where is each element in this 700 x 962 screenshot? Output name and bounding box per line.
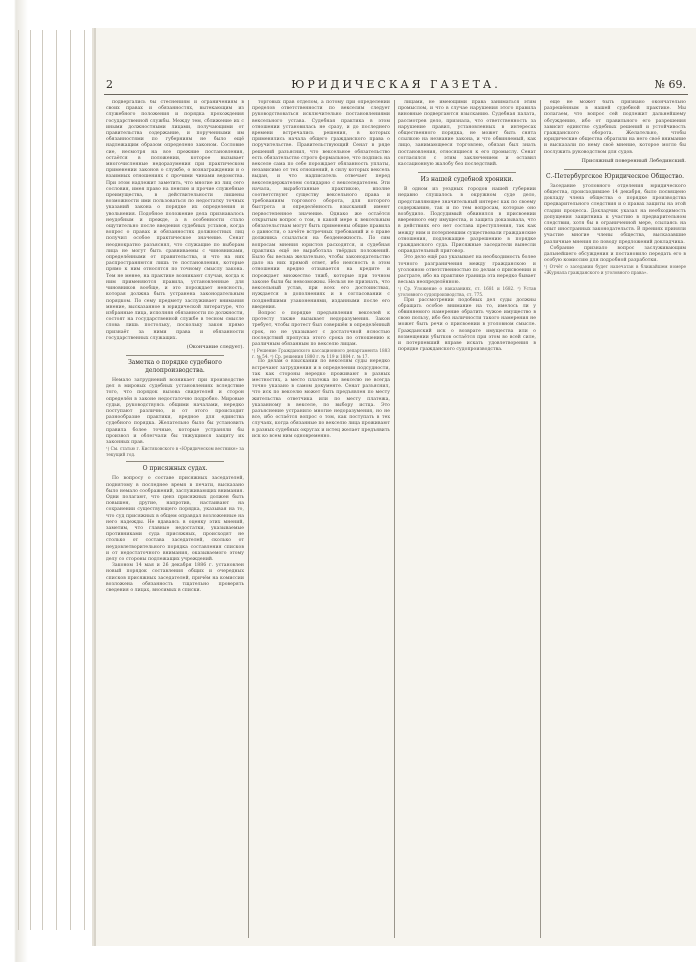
column-4 bbox=[544, 100, 686, 938]
article-heading: О присяжных судах. bbox=[142, 465, 208, 473]
column-divider bbox=[248, 100, 249, 938]
article-paragraph: Собрание признало вопрос заслуживающим дальнейшего обсуждения и постановило передать его в особую комиссию для подробной разработки. bbox=[544, 245, 686, 264]
footnote: ¹) Ср. Уложение о наказаниях, ст. 1681 и 1682. ²) Устав уголовного судопроизводства, ст. 775. bbox=[398, 286, 536, 298]
footnote: ¹) Отчёт о заседании будет напечатан в ближайшем номере «Журнала гражданского и уголовного права». bbox=[544, 264, 686, 276]
issue-number: № 69. bbox=[654, 78, 686, 91]
binding-edge bbox=[30, 30, 31, 930]
section-rule bbox=[564, 169, 666, 170]
article-paragraph: Это дело ещё раз указывает на необходимость более точного разграничения между гражданскою и уголовною ответственностью по делам о присвоении и растрате, ибо на практике граница эта нередко бывает весьма неопределённою. bbox=[398, 255, 536, 286]
column-2 bbox=[252, 100, 390, 938]
column-1 bbox=[106, 100, 244, 938]
article-paragraph: В одном из уездных городов нашей губернии недавно слушалось в окружном суде дело, представляющее значительный интерес как по своему содержанию, так и по тем вопросам, которые оно возбудило. Подсудимый обвинялся в присвоении вверенного ему имущества, и защита доказывала, что в действиях его нет состава преступления, так как между ним и потерпевшим существовали гражданские отношения, подлежащие разрешению в порядке гражданского суда. Присяжные заседатели вынесли оправдательный приговор. bbox=[398, 187, 536, 255]
column-3 bbox=[398, 100, 536, 938]
article-paragraph: ещё не может быть признано окончательно разрешённым в нашей судебной практике. Мы полагаем, что вопрос сей подлежит дальнейшему обсуждению, ибо от правильного его разрешения зависит единство судебных решений и устойчивость гражданского оборота. Желательно, чтобы юридические общества обратили на него своё внимание и высказали по нему своё мнение, которое могло бы послужить руководством для судов. bbox=[544, 100, 686, 155]
section-rule bbox=[126, 355, 224, 356]
article-paragraph: При рассмотрении подобных дел суды должны обращать особое внимание на то, имелось ли у обвиняемого намерение обратить чужое имущество в свою пользу, ибо без наличности такого намерения не может быть речи о присвоении в уголовном смысле. Гражданский иск о возврате имущества или о возмещении убытков остаётся при этом во всей силе, и потерпевший вправе искать удовлетворения в порядке гражданского судопроизводства. bbox=[398, 297, 536, 353]
newspaper-page bbox=[96, 28, 696, 946]
binding-edge bbox=[70, 30, 71, 930]
article-paragraph: лицами, не имеющими права заниматься этим промыслом, и что в случае нарушения этого правила виновные подвергаются взысканию. Судебная палата, рассмотрев дело, признала, что ответственность за нарушение правил, установленных в интересах общественного порядка, не может быть снята ссылкою на незнание закона, и что обвиняемый, как лицо, занимающееся торговлею, обязан был знать постановления, относящиеся к его промыслу. Сенат согласился с этим заключением и оставил кассационную жалобу без последствий. bbox=[398, 100, 536, 168]
footnote: ¹) Решение Гражданского кассационного департамента 1883 г. № 54. ²) Ср. решения 1880 г. № 119 и 1884 г. № 17. bbox=[252, 348, 390, 359]
article-paragraph: торговых прав отделом, а потому при определении пределов ответственности по векселям следует руководствоваться исключительно постановлениями вексельного устава. Судебная практика в этом отношении установилась не сразу, и до последнего времени встречались решения, в которых применялись начала общего гражданского права о поручительстве. Правительствующий Сенат в ряде решений разъяснил, что вексельное обязательство есть обязательство строго формальное, что подпись на векселе сама по себе порождает обязанность уплаты, независимо от тех отношений, в силу которых вексель выдан, и что надписатель отвечает перед векселедержателем солидарно с векселедателем. Эти начала, выработанные практикою, вполне соответствуют существу вексельного права и требованиям торгового оборота, для которого быстрота и определённость взысканий имеют первостепенное значение. Однако же остаётся открытым вопрос о том, в какой мере к вексельным обязательствам могут быть применены общие правила о давности, о зачёте встречных требований и о праве должника ссылаться на безденежность. По сим вопросам мнения юристов расходятся, и судебная практика ещё не выработала твёрдых положений. Было бы весьма желательно, чтобы законодательство дало на них прямой ответ, ибо неясность в этом отношении вредно отзывается на кредите и порождает множество тяжб, которые при точном законе были бы невозможны. Нельзя не признать, что вексельный устав, при всех его достоинствах, нуждается в дополнениях и в согласовании с позднейшими узаконениями, изданными после его введения. bbox=[252, 100, 390, 310]
article-signature: Присяжный поверенный Лебединский. bbox=[581, 157, 686, 164]
binding-edge bbox=[56, 30, 57, 930]
newspaper-title: ЮРИДИЧЕСКАЯ ГАЗЕТА. bbox=[291, 78, 501, 91]
binding-edge bbox=[42, 30, 43, 930]
page-header bbox=[104, 76, 688, 95]
binding-edge bbox=[18, 30, 19, 930]
footnote: ¹) См. статью г. Кистяковского в «Юридическом вестнике» за текущий год. bbox=[106, 446, 244, 457]
article-paragraph: По делам о взыскании по векселям суды нередко встречают затруднения и в определении подсудности, так как стороны нередко проживают в разных местностях, а место платежа по векселю не всегда точно указано в самом документе. Сенат разъяснил, что иск по векселю может быть предъявлен по месту жительства ответчика или по месту платежа, указанному в векселе, по выбору истца. Это разъяснение устранило многие недоразумения, но не все, ибо остаётся вопрос о том, как поступать в тех случаях, когда обязанные по векселю лица проживают в разных судебных округах и истец желает предъявить иск ко всем ним одновременно. bbox=[252, 359, 390, 439]
article-heading: Из нашей судебной хроники. bbox=[420, 176, 514, 184]
book-binding bbox=[0, 0, 96, 962]
article-signature: (Окончание следует). bbox=[186, 343, 244, 350]
article-paragraph: Немало затруднений возникает при производстве дел в мировых судебных установлениях вследствие того, что порядок вызова свидетелей и сторон определён в законе недостаточно подробно. Мировые судьи, руководствуясь общими началами, нередко поступают различно, и от этого происходит разнообразие практики, вредное для единства судебного порядка. Желательно было бы установить правила более точные, которые устраняли бы произвол и облегчали бы тяжущимся защиту их законных прав. bbox=[106, 377, 244, 445]
article-paragraph: Заседание уголовного отделения юридического общества, происходившее 14 декабря, было посвящено докладу члена общества о порядке производства предварительного следствия и о правах защиты на этой стадии процесса. Докладчик указал на необходимость допущения защитника к участию в предварительном следствии, хотя бы в ограниченной мере, ссылаясь на опыт иностранных законодательств. В прениях приняли участие многие члены общества, высказавшие различные мнения по поводу предложений докладчика. bbox=[544, 183, 686, 245]
article-paragraph: Законом 14 мая и 26 декабря 1886 г. установлен новый порядок составления общих и очередных списков присяжных заседателей, причём на комиссии возложена обязанность тщательно проверять сведения о лицах, вносимых в списки. bbox=[106, 563, 244, 593]
article-paragraph: По вопросу о составе присяжных заседателей, поднятому в последнее время в печати, высказано было немало соображений, заслуживающих внимания. Одни полагают, что ценз присяжных должен быть повышен, другие, напротив, настаивают на сохранении существующего порядка, указывая на то, что суд присяжных в общем оправдал возложенные на него надежды. Не вдаваясь в оценку этих мнений, заметим, что главные недостатки, указываемые противниками суда присяжных, происходят не столько от состава заседателей, сколько от неудовлетворительного порядка составления списков и от недостаточного внимания, оказываемого этому делу со стороны подлежащих учреждений. bbox=[106, 476, 244, 562]
article-heading: Заметка о порядке судебного делопроизводства. bbox=[128, 358, 222, 374]
article-heading: С.-Петербургское Юридическое Общество. bbox=[546, 172, 684, 180]
column-divider bbox=[540, 100, 541, 938]
section-rule bbox=[418, 172, 516, 173]
section-rule bbox=[126, 461, 224, 462]
article-paragraph: Вопрос о порядке предъявления векселей к протесту также вызывает недоразумения. Закон требует, чтобы протест был совершён в определённый срок, но не указывает с достаточной ясностью последствий пропуска этого срока по отношению к различным обязанным по векселю лицам. bbox=[252, 310, 390, 347]
page-number: 2 bbox=[106, 78, 113, 91]
article-paragraph: подвергались бы стеснениям и ограничениям в своих правах и обязанностях, вытекающим из служебного положения и порядка прохождения государственной службы. Между тем, сближение их с иными должностными лицами, получающими от правительства содержание, и порученными им обязанностями по губерниям не было ещё надлежащим образом определено законом. Сословие сие, несмотря на все прежние постановления, остаётся в положении, которое вызывает многочисленные недоразумения при практическом применении законов о службе, о вознаграждении и о взаимных отношениях с прочими чинами ведомства. При этом надлежит заметить, что многие из лиц сего сословия, имея право на пенсию и прочие служебные преимущества, в действительности лишены возможности ими пользоваться по недостатку точных указаний закона о порядке их определения и увольнения. Подобное положение дела признавалось неудобным и прежде, а в особенности стало ощутительно после введения судебных уставов, когда вопрос о правах и обязанностях должностных лиц получил особое практическое значение. Сенат неоднократно разъяснял, что служащие по выборам лица не могут быть сравниваемы с чиновниками, определёнными от правительства, и что на них распространяются лишь те постановления, которые прямо к ним относятся по точному смыслу закона. Тем не менее, на практике возникают случаи, когда к ним применяются правила, установленные для чиновников вообще, и это порождает неясность, которая должна быть устранена законодательным порядком. По сему предмету заслуживает внимания мнение, высказанное в юридической литературе, что избранные лица, исполняя обязанности по должности, состоят на государственной службе в тесном смысле слова лишь постольку, поскольку закон прямо признаёт за ними права и обязанности государственных служащих. bbox=[106, 100, 244, 341]
binding-edge bbox=[84, 30, 85, 930]
column-divider bbox=[394, 100, 395, 938]
